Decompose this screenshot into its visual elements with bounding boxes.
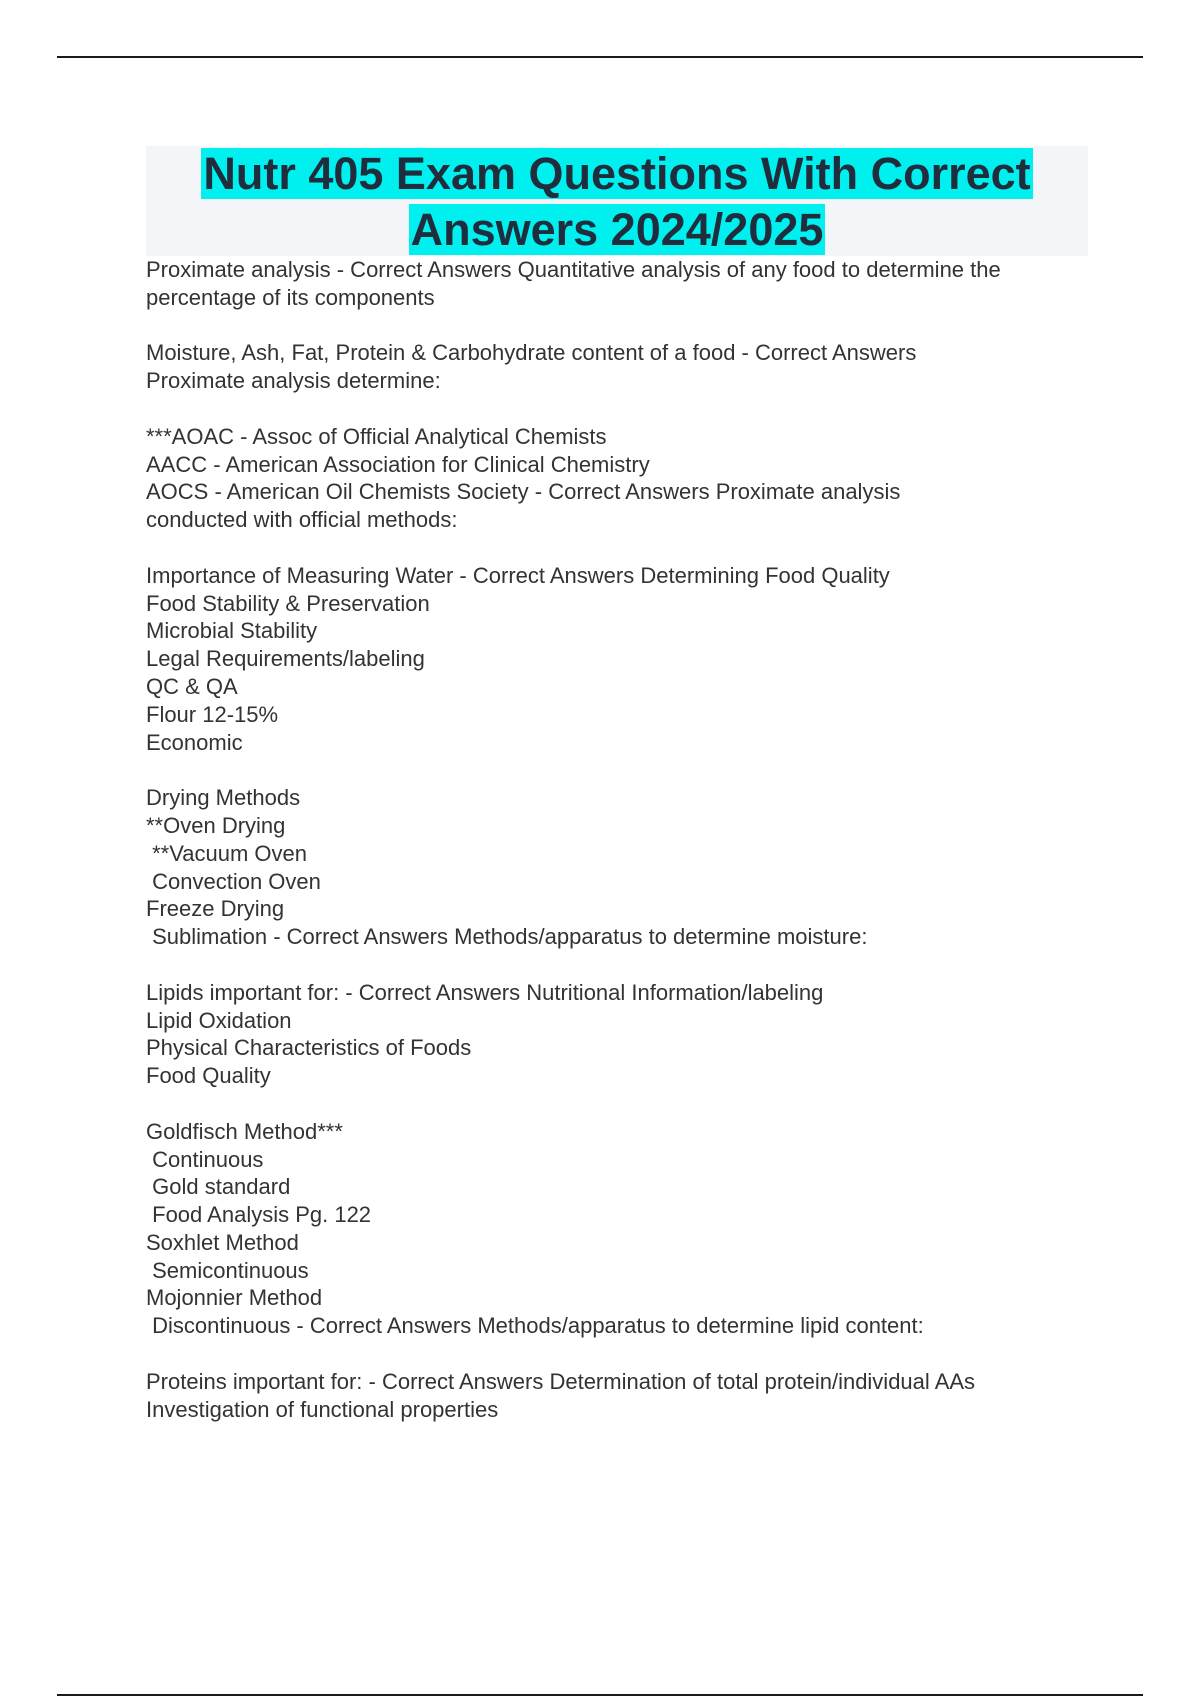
qa-line: Semicontinuous <box>146 1257 309 1283</box>
title-block <box>146 146 1088 256</box>
qa-line: Flour 12-15% <box>146 701 279 727</box>
qa-entry <box>146 1368 1096 1424</box>
qa-line: Legal Requirements/labeling <box>146 646 425 672</box>
qa-line: Soxhlet Method <box>146 1229 299 1255</box>
qa-line: Drying Methods <box>146 785 301 811</box>
qa-line: AOCS - American Oil Chemists Society - Correct Answers Proximate analysis <box>146 479 901 505</box>
qa-line: Lipids important for: - Correct Answers Nutritional Information/labeling <box>146 979 824 1005</box>
qa-line: Proximate analysis determine: <box>146 368 441 394</box>
qa-entry <box>146 256 1096 312</box>
qa-line: Microbial Stability <box>146 618 318 644</box>
qa-line: Investigation of functional properties <box>146 1396 499 1422</box>
header-rule <box>57 56 1143 58</box>
qa-line: Goldfisch Method*** <box>146 1118 343 1144</box>
qa-line: Freeze Drying <box>146 896 285 922</box>
qa-line: conducted with official methods: <box>146 507 458 533</box>
qa-entry <box>146 979 1096 1090</box>
qa-line: **Vacuum Oven <box>146 840 308 866</box>
qa-line: Moisture, Ash, Fat, Protein & Carbohydrate content of a food - Correct Answers <box>146 340 917 366</box>
qa-line: Convection Oven <box>146 868 321 894</box>
qa-line: AACC - American Association for Clinical Chemistry <box>146 451 650 477</box>
title-line-1: Nutr 405 Exam Questions With Correct <box>203 148 1031 199</box>
qa-entry <box>146 562 1096 757</box>
qa-content <box>146 256 1096 1451</box>
qa-line: Economic <box>146 729 243 755</box>
qa-entry <box>146 1118 1096 1340</box>
qa-line: percentage of its components <box>146 284 435 310</box>
qa-entry <box>146 784 1096 951</box>
qa-line: Proteins important for: - Correct Answers Determination of total protein/individual AAs <box>146 1368 976 1394</box>
title-line-2: Answers 2024/2025 <box>410 204 824 255</box>
qa-line: Mojonnier Method <box>146 1285 323 1311</box>
qa-line: Importance of Measuring Water - Correct Answers Determining Food Quality <box>146 562 890 588</box>
qa-line: **Oven Drying <box>146 812 286 838</box>
qa-line: Discontinuous - Correct Answers Methods/apparatus to determine lipid content: <box>146 1313 924 1339</box>
qa-line: Continuous <box>146 1146 264 1172</box>
qa-line: Food Quality <box>146 1063 271 1089</box>
page-title <box>146 146 1088 258</box>
qa-line: QC & QA <box>146 673 238 699</box>
qa-line: Gold standard <box>146 1174 291 1200</box>
qa-line: Physical Characteristics of Foods <box>146 1035 472 1061</box>
footer-rule <box>57 1694 1143 1696</box>
qa-entry <box>146 339 1096 395</box>
qa-line: Lipid Oxidation <box>146 1007 292 1033</box>
qa-line: Food Stability & Preservation <box>146 590 430 616</box>
qa-line: Sublimation - Correct Answers Methods/apparatus to determine moisture: <box>146 924 868 950</box>
qa-line: Food Analysis Pg. 122 <box>146 1202 372 1228</box>
qa-line: ***AOAC - Assoc of Official Analytical Chemists <box>146 423 607 449</box>
qa-line: Proximate analysis - Correct Answers Quantitative analysis of any food to determine the <box>146 257 1001 282</box>
qa-entry <box>146 423 1096 534</box>
